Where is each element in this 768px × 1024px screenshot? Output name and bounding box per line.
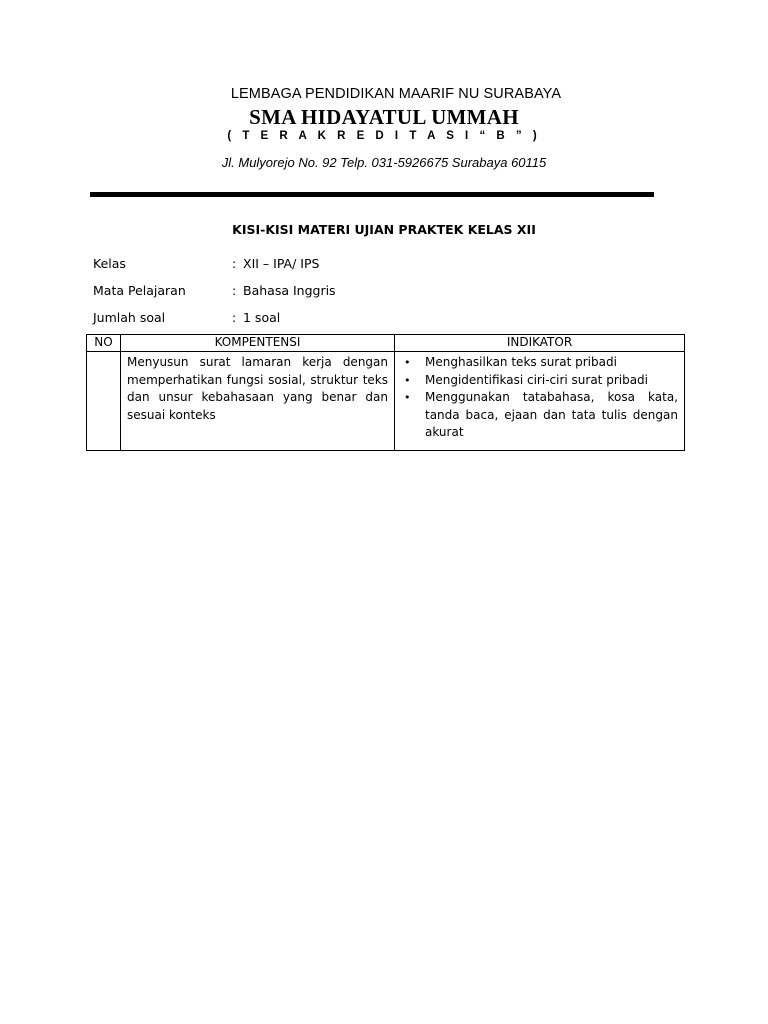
list-item (401, 372, 678, 390)
accreditation-line: ( T E R A K R E D I T A S I “ B ” ) (227, 130, 541, 142)
indikator-list (401, 354, 678, 442)
list-item (401, 389, 678, 442)
header-indikator: INDIKATOR (395, 335, 685, 352)
info-row-jumlah-soal (93, 310, 493, 328)
bullet-icon: • (404, 356, 411, 369)
info-row-kelas (93, 256, 493, 274)
cell-indikator (395, 352, 685, 451)
info-colon: : (232, 283, 237, 298)
bullet-icon: • (404, 391, 411, 404)
info-colon: : (232, 310, 237, 325)
info-value: XII – IPA/ IPS (243, 256, 320, 271)
table-row (87, 352, 685, 451)
school-address: Jl. Mulyorejo No. 92 Telp. 031-5926675 Surabaya 60115 (221, 155, 547, 170)
bullet-icon: • (404, 373, 411, 387)
cell-no (87, 352, 121, 451)
kisi-kisi-table (86, 334, 685, 451)
list-item (401, 354, 678, 372)
header-kompetensi: KOMPENTENSI (121, 335, 395, 352)
info-label: Jumlah soal (93, 310, 166, 325)
info-value: 1 soal (243, 310, 281, 325)
indikator-text: Mengidentifikasi ciri-ciri surat pribadi (425, 372, 649, 387)
organization-name: LEMBAGA PENDIDIKAN MAARIF NU SURABAYA (230, 86, 562, 102)
cell-kompetensi: Menyusun surat lamaran kerja dengan memperhatikan fungsi sosial, struktur teks dan unsur kebahasaan yang benar dan sesuai konteks (121, 352, 395, 451)
header-divider (90, 192, 654, 197)
table-header-row (87, 335, 685, 352)
document-title: KISI-KISI MATERI UJIAN PRAKTEK KELAS XII (232, 222, 536, 237)
school-name: SMA HIDAYATUL UMMAH (249, 105, 519, 129)
info-row-mata-pelajaran (93, 283, 493, 301)
indikator-text: Menggunakan tatabahasa, kosa kata, tanda baca, ejaan dan tata tulis dengan akurat (425, 390, 678, 439)
info-value: Bahasa Inggris (243, 283, 336, 298)
header-no: NO (87, 335, 121, 352)
info-colon: : (232, 256, 237, 271)
info-label: Kelas (93, 256, 126, 271)
indikator-text: Menghasilkan teks surat pribadi (425, 355, 617, 369)
info-label: Mata Pelajaran (93, 283, 186, 298)
